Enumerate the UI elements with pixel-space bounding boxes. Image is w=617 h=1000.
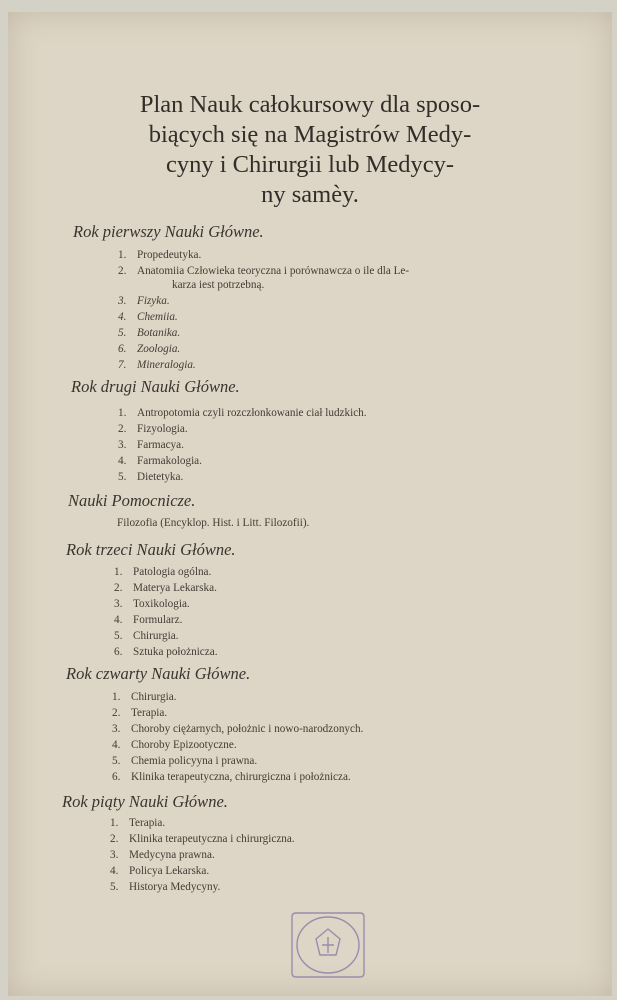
document-page: [8, 12, 612, 996]
list-item: 1. Propedeutyka.: [118, 249, 202, 261]
list-item: 3. Toxikologia.: [114, 598, 190, 610]
list-item: 1. Antropotomia czyli rozczłonkowanie ciał ludzkich.: [118, 407, 367, 419]
section-heading-year-4: Rok czwarty Nauki Główne.: [66, 664, 251, 683]
list-item: 4. Farmakologia.: [118, 455, 202, 467]
list-item: 1. Terapia.: [110, 817, 166, 829]
list-item: 1. Patologia ogólna.: [114, 566, 212, 578]
list-item: 3. Farmacya.: [118, 439, 184, 451]
document-title: [8, 90, 612, 210]
list-item: 2. Klinika terapeutyczna i chirurgiczna.: [110, 833, 295, 845]
list-item: 7. Mineralogia.: [118, 359, 196, 371]
section-heading-year-3: Rok trzeci Nauki Główne.: [66, 540, 236, 559]
list-item: 3. Choroby ciężarnych, położnic i nowo-narodzonych.: [112, 723, 364, 735]
list-item: 3. Medycyna prawna.: [110, 849, 215, 861]
list-item: 4. Formularz.: [114, 614, 183, 626]
list-item: 5. Historya Medycyny.: [110, 881, 221, 893]
list-item: 4. Choroby Epizootyczne.: [112, 739, 237, 751]
library-stamp-icon: [288, 909, 368, 981]
list-item: 5. Chemia policyyna i prawna.: [112, 755, 258, 767]
list-item: 2. Fizyologia.: [118, 423, 188, 435]
title-line: cyny i Chirurgii lub Medycy-: [165, 151, 455, 178]
title-line: Plan Nauk całokursowy dla sposo-: [139, 91, 481, 118]
list-item: 6. Klinika terapeutyczna, chirurgiczna i położnicza.: [112, 771, 351, 783]
list-item: 3. Fizyka.: [118, 295, 170, 307]
list-item: 2. Terapia.: [112, 707, 168, 719]
list-item: 5. Botanika.: [118, 327, 181, 339]
list-item: 4. Chemiia.: [118, 311, 178, 323]
section-heading-year-5: Rok piąty Nauki Główne.: [62, 792, 228, 811]
list-item: 6. Sztuka położnicza.: [114, 646, 218, 658]
list-item: 6. Zoologia.: [118, 343, 181, 355]
list-item: 4. Policya Lekarska.: [110, 865, 210, 877]
list-item: 5. Chirurgia.: [114, 630, 179, 642]
list-item: 2. Anatomiia Człowieka teoryczna i porównawcza o ile dla Le- karza iest potrzebną.: [118, 265, 410, 291]
list-item: 5. Dietetyka.: [118, 471, 184, 483]
list-item: 1. Chirurgia.: [112, 691, 177, 703]
title-line: biących się na Magistrów Medy-: [148, 121, 472, 148]
auxiliary-subject: Filozofia (Encyklop. Hist. i Litt. Filozofii).: [117, 517, 310, 529]
section-heading-auxiliary: Nauki Pomocnicze.: [68, 491, 196, 510]
section-heading-year-2: Rok drugi Nauki Główne.: [71, 377, 240, 396]
section-heading-year-1: Rok pierwszy Nauki Główne.: [73, 222, 264, 241]
list-item: 2. Materya Lekarska.: [114, 582, 217, 594]
title-line: ny samèy.: [261, 181, 359, 208]
